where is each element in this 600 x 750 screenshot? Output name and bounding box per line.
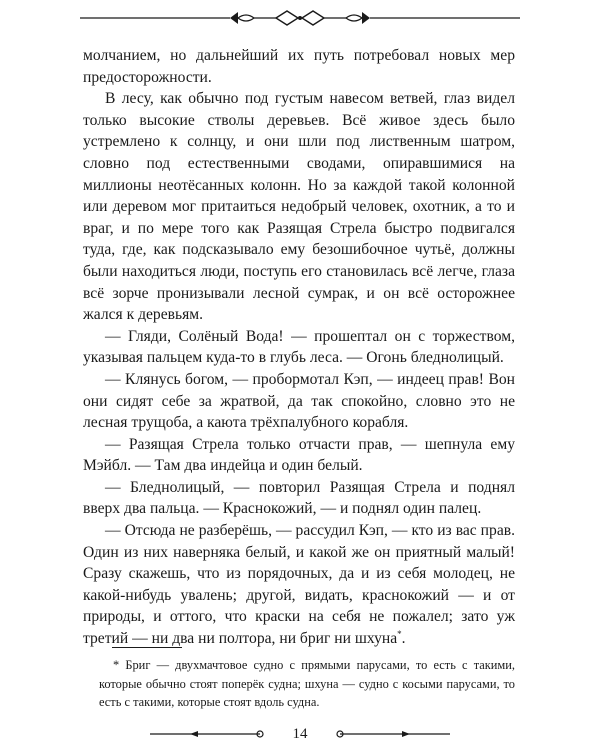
paragraph-2: В лесу, как обычно под густым навесом ветвей, глаз видел только высокие стволы деревьев. Всё живое здесь было устремлено к солнцу, и они шли под лиственным шатром, словно под естественными сводами, опиравшимися на миллионы неотёсанных колонн. Но за каждой такой колонной или деревом мог притаиться недобрый человек, охотник, а то и враг, и по мере того как Разящая Стрела быстро подвигался туда, где, как подсказывало ему безошибочное чутьё, должны были находиться люди, поступь его становилась всё легче, глаза всё зорче пронизывали лесной сумрак, и он всё осторожнее жался к деревьям. <box>83 90 515 324</box>
paragraph-5: — Разящая Стрела только отчасти прав, — шепнула ему Мэйбл. — Там два индейца и один белый. <box>83 435 515 475</box>
body-text <box>83 45 515 650</box>
paragraph-7-text: — Отсюда не разберёшь, — рассудил Кэп, — кто из вас прав. Один из них наверняка белый, и какой же он приятный малый! Сразу скажешь, что из порядочных, да и из себя молодец, не какой-нибудь увалень; другой, видать, краснокожий — и от природы, и оттого, что краски на себя не пожалел; зато уж третий — ни два ни полтора, ни бриг ни шхуна <box>83 522 515 648</box>
footnote-divider <box>112 647 182 648</box>
paragraph-7: — Отсюда не разберёшь, — рассудил Кэп, — кто из вас прав. Один из них наверняка белый, и какой же он приятный малый! Сразу скажешь, что из порядочных, да и из себя молодец, не какой-нибудь увалень; другой, видать, краснокожий — и от природы, и оттого, что краски на себя не пожалел; зато уж третий — ни два ни полтора, ни бриг ни шхуна*. <box>83 522 515 648</box>
header-ornament <box>80 6 520 30</box>
paragraph-3: — Гляди, Солёный Вода! — прошептал он с торжеством, указывая пальцем куда-то в глубь леса. — Огонь бледнолицый. <box>83 327 515 367</box>
paragraph-4: — Клянусь богом, — пробормотал Кэп, — индеец прав! Вон они сидят себе за жратвой, да так спокойно, словно это не лесная трущоба, а каюта трёхпалубного корабля. <box>83 370 515 432</box>
paragraph-1: молчанием, но дальнейший их путь потребовал новых мер предосторожности. <box>83 47 515 86</box>
footnote-marker: * <box>397 629 402 640</box>
page-number: 14 <box>276 724 324 744</box>
footnote: * Бриг — двухмачтовое судно с прямыми парусами, то есть с такими, которые обычно стоят поперёк судна; шхуна — судно с косыми парусами, то есть с такими, которые стоят вдоль судна. <box>99 658 515 709</box>
paragraph-6: — Бледнолицый, — повторил Разящая Стрела и поднял вверх два пальца. — Краснокожий, — и поднял один палец. <box>83 478 515 518</box>
